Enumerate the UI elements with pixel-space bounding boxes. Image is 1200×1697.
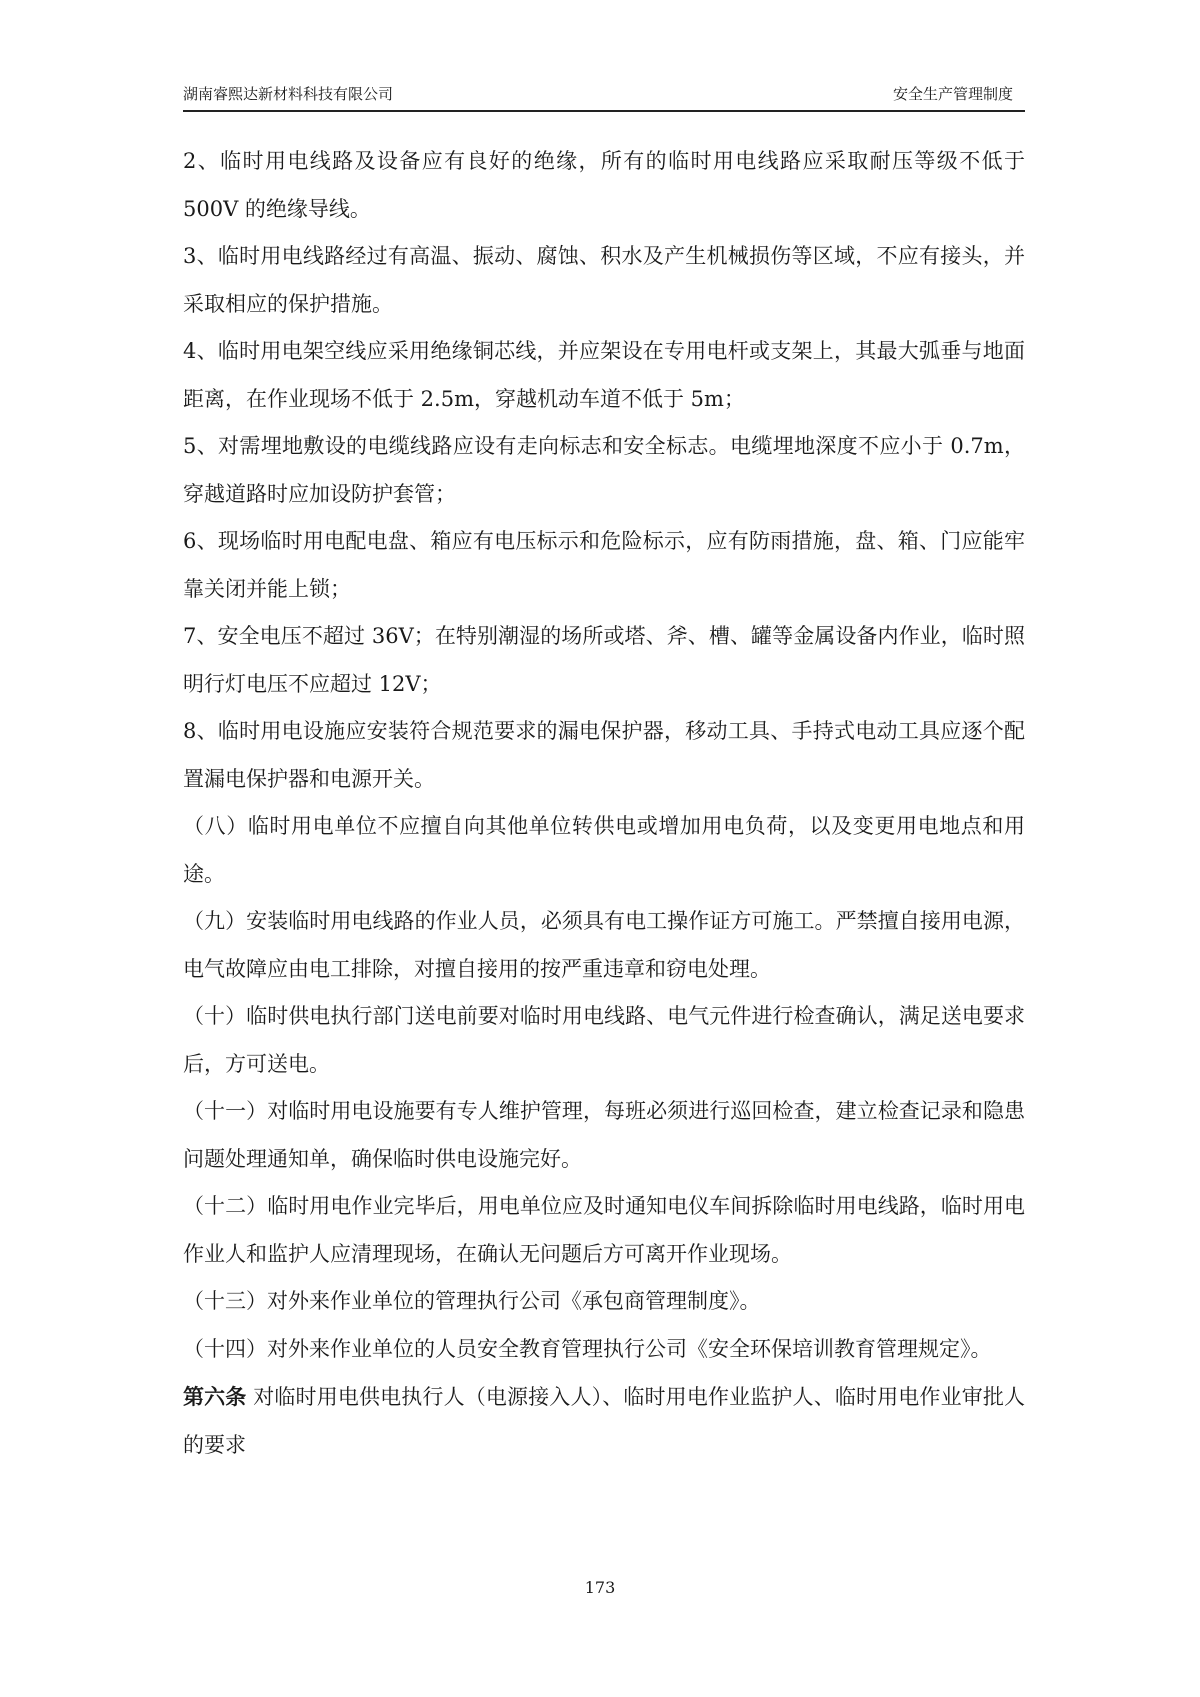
paragraph-clause-10: （十）临时供电执行部门送电前要对临时用电线路、电气元件进行检查确认，满足送电要求后，方可送电。 <box>183 1004 1025 1076</box>
paragraph-clause-11: （十一）对临时用电设施要有专人维护管理，每班必须进行巡回检查，建立检查记录和隐患问题处理通知单，确保临时供电设施完好。 <box>183 1099 1025 1171</box>
paragraph-clause-9: （九）安装临时用电线路的作业人员，必须具有电工操作证方可施工。严禁擅自接用电源，电气故障应由电工排除，对擅自接用的按严重违章和窃电处理。 <box>183 909 1025 981</box>
page-header <box>183 80 1025 112</box>
paragraph-clause-12: （十二）临时用电作业完毕后，用电单位应及时通知电仪车间拆除临时用电线路，临时用电作业人和监护人应清理现场，在确认无问题后方可离开作业现场。 <box>183 1194 1025 1266</box>
paragraph-clause-13: （十三）对外来作业单位的管理执行公司《承包商管理制度》。 <box>183 1289 761 1313</box>
paragraph-item-6: 6、现场临时用电配电盘、箱应有电压标示和危险标示，应有防雨措施，盘、箱、门应能牢靠关闭并能上锁； <box>183 529 1025 601</box>
body-text <box>183 138 1025 1469</box>
paragraph-item-7: 7、安全电压不超过 36V；在特别潮湿的场所或塔、斧、槽、罐等金属设备内作业，临时照明行灯电压不应超过 12V； <box>183 624 1025 696</box>
paragraph-clause-8: （八）临时用电单位不应擅自向其他单位转供电或增加用电负荷，以及变更用电地点和用途。 <box>183 814 1025 886</box>
article-title-text: 对临时用电供电执行人（电源接入人）、临时用电作业监护人、临时用电作业审批人的要求 <box>183 1385 1026 1457</box>
paragraph-item-5: 5、对需埋地敷设的电缆线路应设有走向标志和安全标志。电缆埋地深度不应小于 0.7m，穿越道路时应加设防护套管； <box>183 434 1025 506</box>
paragraph-item-3: 3、临时用电线路经过有高温、振动、腐蚀、积水及产生机械损伤等区域，不应有接头，并采取相应的保护措施。 <box>183 244 1025 316</box>
article-number: 第六条 <box>183 1384 247 1409</box>
page-number: 173 <box>584 1578 616 1597</box>
article-six-heading <box>183 1373 1025 1469</box>
paragraph-item-2: 2、临时用电线路及设备应有良好的绝缘，所有的临时用电线路应采取耐压等级不低于 500V 的绝缘导线。 <box>183 149 1025 221</box>
paragraph-clause-14: （十四）对外来作业单位的人员安全教育管理执行公司《安全环保培训教育管理规定》。 <box>183 1336 992 1361</box>
paragraph-item-4: 4、临时用电架空线应采用绝缘铜芯线，并应架设在专用电杆或支架上，其最大弧垂与地面距离，在作业现场不低于 2.5m，穿越机动车道不低于 5m； <box>183 339 1025 411</box>
header-document-title: 安全生产管理制度 <box>892 85 1013 103</box>
paragraph-item-8: 8、临时用电设施应安装符合规范要求的漏电保护器，移动工具、手持式电动工具应逐个配置漏电保护器和电源开关。 <box>183 719 1025 791</box>
header-company-name: 湖南睿熙达新材料科技有限公司 <box>183 85 394 103</box>
